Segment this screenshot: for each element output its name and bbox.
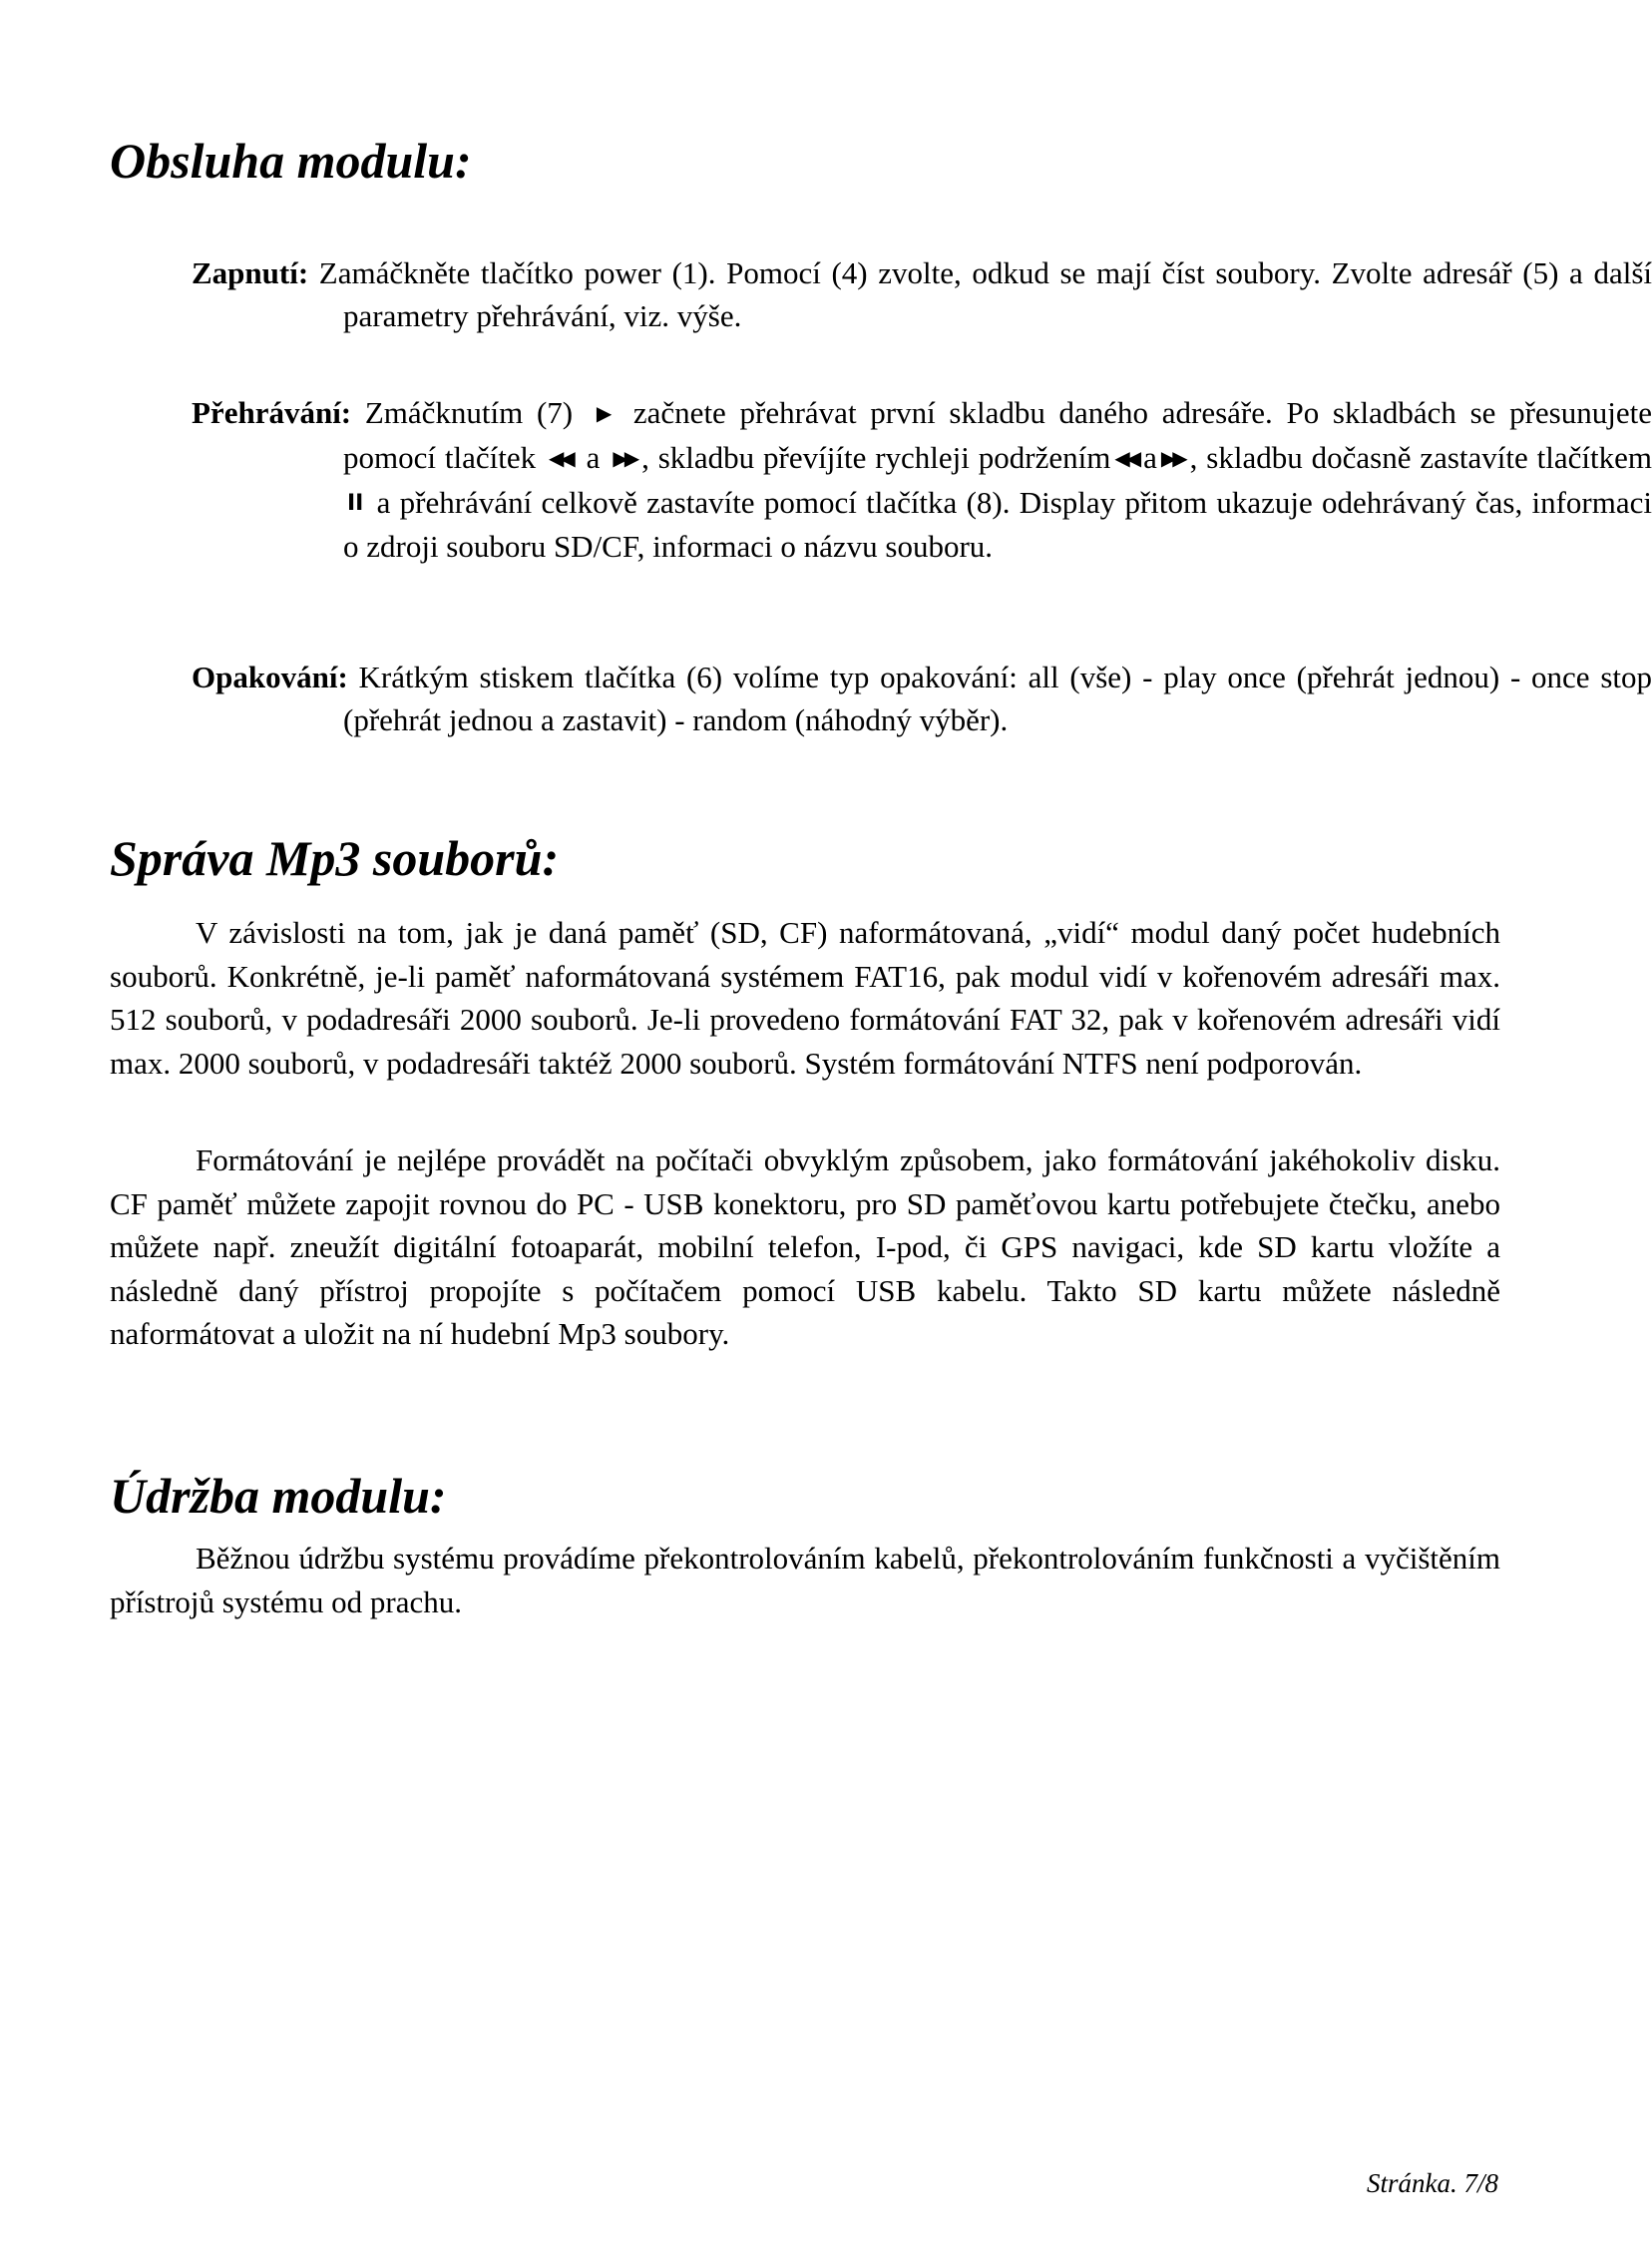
section-title-udrzba: Údržba modulu: (110, 1468, 447, 1524)
section-title-sprava: Správa Mp3 souborů: (110, 830, 560, 886)
rewind-icon: ◀◀ (1114, 448, 1138, 470)
text-prehravani-6: , skladbu dočasně zastavíte tlačítkem (1189, 440, 1652, 475)
text-prehravani-5: a (1143, 440, 1157, 475)
play-icon: ▶ (596, 403, 613, 425)
paragraph-udrzba: Běžnou údržbu systému provádíme překontrolováním kabelů, překontrolováním funkčnosti a vyčištěním přístrojů systému od prachu. (110, 1541, 1500, 1619)
text-prehravani-3: a (577, 440, 610, 475)
section-title-obsluha: Obsluha modulu: (110, 133, 472, 189)
paragraph-sprava-2: Formátování je nejlépe provádět na počítači obvyklým způsobem, jako formátování jakéhokoliv disku. CF paměť můžete zapojit rovnou do PC - USB konektoru, pro SD paměťovou kartu potřebujete čtečku, anebo můžete např. zneužít digitální fotoaparát, mobilní telefon, I-pod, či GPS navigaci, kde SD kartu vložíte a následně daný přístroj propojíte s počítačem pomocí USB kabelu. Takto SD kartu můžete následně naformátovat a uložit na ní hudební Mp3 soubory. (110, 1142, 1500, 1351)
text-zapnuti: Zamáčkněte tlačítko power (1). Pomocí (4) zvolte, odkud se mají číst soubory. Zvolte adresář (5) a další parametry přehrávání, viz. výše. (308, 255, 1652, 333)
definition-opakovani (192, 656, 1652, 741)
definition-prehravani (192, 391, 1652, 568)
term-prehravani: Přehrávání: (192, 395, 352, 430)
pause-icon: II (347, 491, 364, 516)
rewind-icon: ◀◀ (549, 448, 572, 470)
term-zapnuti: Zapnutí: (192, 255, 309, 290)
paragraph-sprava-1: V závislosti na tom, jak je daná paměť (SD, CF) naformátovaná, „vidí“ modul daný počet hudebních souborů. Konkrétně, je-li paměť naformátovaná systémem FAT16, pak modul vidí v kořenovém adresáři max. 512 souborů, v podadresáři 2000 souborů. Je-li provedeno formátování FAT 32, pak v kořenovém adresáři vidí max. 2000 souborů, v podadresáři taktéž 2000 souborů. Systém formátování NTFS není podporován. (110, 915, 1500, 1081)
definition-zapnuti (192, 251, 1652, 337)
text-opakovani: Krátkým stiskem tlačítka (6) volíme typ opakování: all (vše) - play once (přehrát jednou) - once stop (přehrát jednou a zastavit) - random (náhodný výběr). (343, 660, 1652, 737)
page-number: Stránka. 7/8 (1367, 2168, 1498, 2198)
term-opakovani: Opakování: (192, 660, 348, 694)
text-prehravani-1: Zmáčknutím (7) (351, 395, 587, 430)
text-prehravani-7: a přehrávání celkově zastavíte pomocí tlačítka (8). Display přitom ukazuje odehrávaný čas, informaci o zdroji souboru SD/CF, informaci o názvu souboru. (343, 485, 1652, 564)
text-prehravani-2: začnete přehrávat první skladbu daného adresáře. Po skladbách se přesunujete pomocí tlačítek (343, 395, 1652, 475)
fast-forward-icon: ▶▶ (613, 448, 636, 470)
fast-forward-icon: ▶▶ (1160, 448, 1184, 470)
text-prehravani-4: , skladbu převíjíte rychleji podržením (641, 440, 1111, 475)
